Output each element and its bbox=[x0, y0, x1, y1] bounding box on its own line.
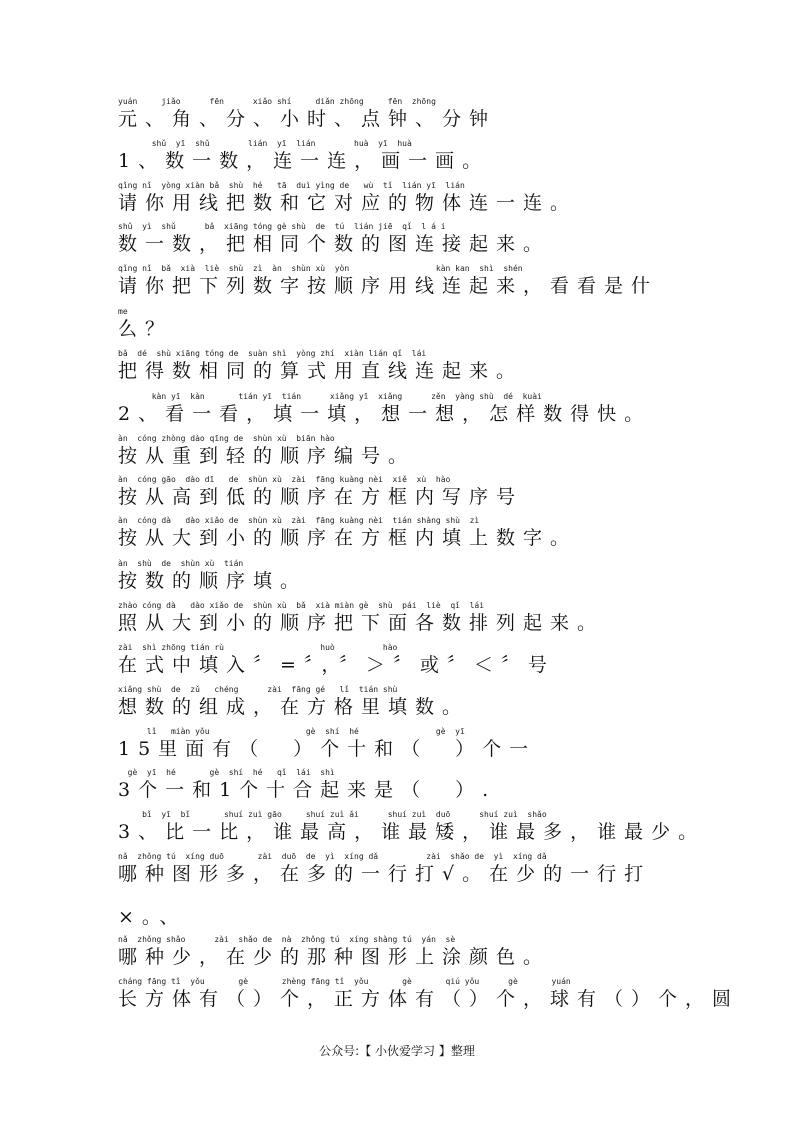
hanzi-row: 照从大到小的顺序把下面各数排列起来。 bbox=[118, 612, 605, 634]
hanzi-row: 想数的组成，在方格里填数。 bbox=[118, 696, 470, 718]
pinyin-row: àn cóng dà dào xiǎo de shùn xù zài fāng kuàng nèi tián shàng shù zì bbox=[118, 516, 480, 525]
pinyin-row: qǐng nǐ yòng xiàn bǎ shù hé tā duì yìng de wù tǐ lián yī lián bbox=[118, 181, 465, 190]
hanzi-row: 请你把下列数字按顺序用线连起来，看看是什 bbox=[118, 275, 659, 297]
pinyin-row: bǐ yī bǐ shuí zuì gāo shuí zuì ǎi shuí zuì duō shuí zuì shǎo bbox=[118, 810, 547, 819]
page-footer: 公众号:【 小伙爱学习 】整理 bbox=[319, 1044, 475, 1058]
hanzi-row: 按数的顺序填。 bbox=[118, 570, 308, 592]
hanzi-row: 按从重到轻的顺序编号。 bbox=[118, 445, 416, 467]
pinyin-row: yuán jiǎo fēn xiǎo shí diǎn zhōng fēn zhōng bbox=[118, 97, 436, 106]
hanzi-row: ×。、 bbox=[118, 906, 187, 928]
hanzi-row: 在式中填入〞=〞，〞＞〞或〞＜〞号 bbox=[118, 654, 555, 676]
hanzi-row: 请你用线把数和它对应的物体连一连。 bbox=[118, 192, 578, 214]
pinyin-row: shǔ yì shǔ bǎ xiāng tóng gè shù de tú lián jiē qǐ l á i bbox=[118, 222, 446, 231]
pinyin-row: àn cóng zhòng dào qīng de shùn xù biān hào bbox=[118, 434, 335, 443]
hanzi-row: 长方体有（）个，正方体有（）个，球有（）个，圆 bbox=[118, 988, 740, 1010]
pinyin-row: lǐ miàn yǒu gè shí hé gè yī bbox=[118, 727, 465, 736]
pinyin-row: shǔ yī shǔ lián yī lián huà yī huà bbox=[118, 139, 412, 148]
hanzi-row: 数一数，把相同个数的图连接起来。 bbox=[118, 233, 551, 255]
hanzi-row: 15里面有（ ）个十和（ ）个一 bbox=[118, 738, 537, 760]
hanzi-row: 2、看一看，填一填，想一想，怎样数得快。 bbox=[118, 403, 652, 425]
pinyin-row: zài shì zhōng tián rù huò hào bbox=[118, 643, 398, 652]
pinyin-row: cháng fāng tǐ yǒu gè zhèng fāng tǐ yǒu gè qiú yǒu gè yuán bbox=[118, 977, 571, 986]
hanzi-row: 3、比一比，谁最高，谁最矮，谁最多，谁最少。 bbox=[118, 821, 706, 843]
hanzi-row: 元、角、分、小时、点钟、分钟 bbox=[118, 108, 497, 130]
hanzi-row: 1、数一数，连一连，画一画。 bbox=[118, 150, 490, 172]
hanzi-row: 么？ bbox=[118, 318, 173, 340]
pinyin-row: gè yī hé gè shí hé qǐ lái shì bbox=[118, 768, 335, 777]
hanzi-row: 哪种图形多，在多的一行打√。在少的一行打 bbox=[118, 863, 652, 885]
hanzi-row: 按从高到低的顺序在方框内写序号 bbox=[118, 486, 524, 508]
hanzi-row: 按从大到小的顺序在方框内填上数字。 bbox=[118, 527, 578, 549]
pinyin-row: nǎ zhǒng tú xíng duō zài duō de yì xíng dǎ zài shǎo de yì xíng dǎ bbox=[118, 852, 547, 861]
pinyin-row: xiǎng shù de zǔ chéng zài fāng gé lǐ tián shù bbox=[118, 685, 398, 694]
hanzi-row: 3个一和1个十合起来是（ ）. bbox=[118, 779, 497, 801]
hanzi-row: 把得数相同的算式用直线连起来。 bbox=[118, 360, 524, 382]
pinyin-row: bǎ dé shù xiāng tóng de suàn shì yòng zhí xiàn lián qǐ lái bbox=[118, 349, 427, 358]
pinyin-row: qǐng nǐ bǎ xià liè shù zì àn shùn xù yòn kàn kan shì shén bbox=[118, 264, 523, 273]
pinyin-row: kàn yī kàn tián yī tián xiǎng yī xiǎng zěn yàng shù dé kuài bbox=[118, 392, 542, 401]
hanzi-row: 哪种少，在少的那种图形上涂颜色。 bbox=[118, 946, 551, 968]
pinyin-row: àn shù de shùn xù tián bbox=[118, 559, 244, 568]
pinyin-row: zhào cóng dà dào xiǎo de shùn xù bǎ xià miàn gè shù pái liè qǐ lái bbox=[118, 601, 485, 610]
pinyin-row: àn cóng gāo dào dī de shùn xù zài fāng kuàng nèi xiě xù hào bbox=[118, 475, 451, 484]
pinyin-row: nǎ zhǒng shǎo zài shǎo de nà zhǒng tú xíng shàng tú yán sè bbox=[118, 935, 456, 944]
pinyin-row: me bbox=[118, 307, 128, 316]
